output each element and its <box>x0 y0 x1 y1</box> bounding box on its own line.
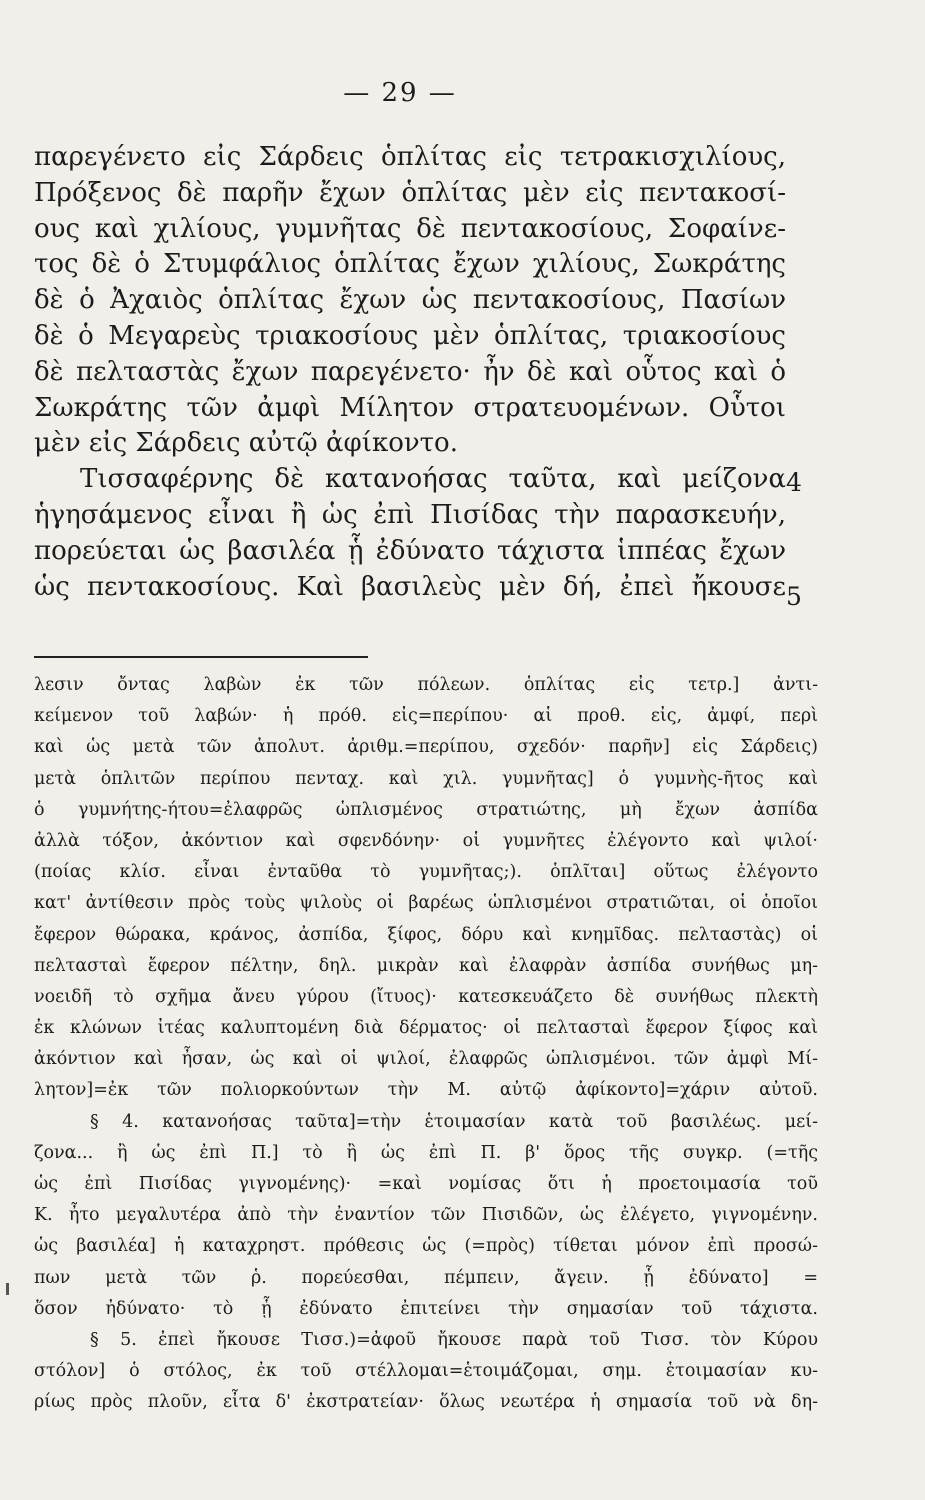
note-line: § 5. ἐπεὶ ἤκουσε Τισσ.)=ἀφοῦ ἤκουσε παρὰ τοῦ Τισσ. τὸν Κύρου <box>90 1329 818 1350</box>
footnote-divider <box>34 656 368 658</box>
note-line: (ποίας κλίσ. εἶναι ἐνταῦθα τὸ γυμνῆτας;). ὁπλῖται] οὕτως ἐλέγοντο <box>34 862 818 883</box>
main-text-line: μὲν εἰς Σάρδεις αὐτῷ ἀφίκοντο. <box>34 428 458 459</box>
note-line: ὡς ἐπὶ Πισίδας γιγνομένης)· =καὶ νομίσας ὅτι ἡ προετοιμασία τοῦ <box>34 1174 818 1194</box>
note-line: πων μετὰ τῶν ῥ. πορεύεσθαι, πέμπειν, ἄγειν. ᾗ ἐδύνατο] = <box>34 1267 818 1288</box>
note-line: νοειδῆ τὸ σχῆμα ἄνευ γύρου (ἴτυος)· κατεσκευάζετο δὲ συνήθως πλεκτὴ <box>34 986 818 1007</box>
note-line: ὡς βασιλέα] ἡ καταχρηστ. πρόθεσις ὡς (=πρὸς) τίθεται μόνον ἐπὶ προσώ- <box>34 1236 818 1257</box>
note-line: πελτασταὶ ἔφερον πέλτην, δηλ. μικρὰν καὶ ἐλαφρὰν ἀσπίδα συνήθως μη- <box>34 955 818 976</box>
note-line: μετὰ ὁπλιτῶν περίπου πενταχ. καὶ χιλ. γυμνῆτας] ὁ γυμνὴς-ῆτος καὶ <box>34 768 818 789</box>
note-line: ζονα... ἢ ὡς ἐπὶ Π.] τὸ ἢ ὡς ἐπὶ Π. β' ὅρος τῆς συγκρ. (=τῆς <box>34 1142 818 1163</box>
main-text-line: παρεγένετο εἰς Σάρδεις ὁπλίτας εἰς τετρακισχιλίους, <box>34 142 786 172</box>
main-text-line: ους καὶ χιλίους, γυμνῆτας δὲ πεντακοσίους, Σοφαίνε- <box>34 213 786 244</box>
note-line: ρίως πρὸς πλοῦν, εἶτα δ' ἐκστρατείαν· ὅλως νεωτέρα ἡ σημασία τοῦ νὰ δη- <box>34 1392 818 1413</box>
note-line: λητον]=ἐκ τῶν πολιορκούντων τὴν Μ. αὐτῷ ἀφίκοντο]=χάριν αὐτοῦ. <box>34 1080 818 1101</box>
main-text-line: ἡγησάμενος εἶναι ἢ ὡς ἐπὶ Πισίδας τὴν παρασκευήν, <box>34 499 786 530</box>
page-number: — 29 — <box>343 78 457 108</box>
margin-mark <box>6 1283 9 1295</box>
note-line: ὅσον ἠδύνατο· τὸ ᾗ ἐδύνατο ἐπιτείνει τὴν σημασίαν τοῦ τάχιστα. <box>34 1298 818 1319</box>
main-text-line: Πρόξενος δὲ παρῆν ἔχων ὁπλίτας μὲν εἰς πεντακοσί- <box>34 177 786 208</box>
main-text-line: δὲ ὁ Ἀχαιὸς ὁπλίτας ἔχων ὡς πεντακοσίους, Πασίων <box>34 285 786 316</box>
note-line: στόλον] ὁ στόλος, ἐκ τοῦ στέλλομαι=ἑτοιμάζομαι, σημ. ἑτοιμασίαν κυ- <box>34 1361 818 1382</box>
main-text-line: Τισσαφέρνης δὲ κατανοήσας ταῦτα, καὶ μείζονα <box>80 464 786 495</box>
note-line: Κ. ἦτο μεγαλυτέρα ἀπὸ τὴν ἐναντίον τῶν Πισιδῶν, ὡς ἐλέγετο, γιγνομένην. <box>34 1205 818 1226</box>
note-line: ἀλλὰ τόξον, ἀκόντιον καὶ σφενδόνην· οἱ γυμνῆτες ἐλέγοντο καὶ ψιλοί· <box>34 830 818 851</box>
note-line: § 4. κατανοήσας ταῦτα]=τὴν ἑτοιμασίαν κατὰ τοῦ βασιλέως. μεί- <box>90 1111 818 1132</box>
note-line: κατ' ἀντίθεσιν πρὸς τοὺς ψιλοὺς οἱ βαρέως ὡπλισμένοι στρατιῶται, οἱ ὁποῖοι <box>34 893 818 914</box>
note-line: κείμενον τοῦ λαβών· ἡ πρόθ. εἰς=περίπου· αἱ προθ. εἰς, ἀμφί, περὶ <box>34 706 818 727</box>
main-text-line: Σωκράτης τῶν ἀμφὶ Μίλητον στρατευομένων. Οὗτοι <box>34 392 786 423</box>
note-line: ἐκ κλώνων ἰτέας καλυπτομένη διὰ δέρματος· οἱ πελτασταὶ ἔφερον ξίφος καὶ <box>34 1018 818 1039</box>
section-number-margin: 5 <box>786 582 802 611</box>
main-text-line: πορεύεται ὡς βασιλέα ᾗ ἐδύνατο τάχιστα ἱππέας ἔχων <box>34 535 786 566</box>
section-number-margin: 4 <box>786 468 802 497</box>
note-line: λεσιν ὄντας λαβὼν ἐκ τῶν πόλεων. ὁπλίτας εἰς τετρ.] ἀντι- <box>34 675 818 695</box>
main-text-block <box>34 140 786 605</box>
commentary-notes <box>34 670 818 1419</box>
main-text-line: δὲ πελταστὰς ἔχων παρεγένετο· ἦν δὲ καὶ οὗτος καὶ ὁ <box>34 356 786 387</box>
note-line: ἀκόντιον καὶ ἦσαν, ὡς καὶ οἱ ψιλοί, ἐλαφρῶς ὡπλισμένοι. τῶν ἀμφὶ Μί- <box>34 1049 818 1070</box>
main-text-line: δὲ ὁ Μεγαρεὺς τριακοσίους μὲν ὁπλίτας, τριακοσίους <box>34 320 786 351</box>
main-text-line: ὡς πεντακοσίους. Καὶ βασιλεὺς μὲν δή, ἐπεὶ ἤκουσε <box>34 571 786 602</box>
note-line: καὶ ὡς μετὰ τῶν ἀπολυτ. ἀριθμ.=περίπου, σχεδόν· παρῆν] εἰς Σάρδεις) <box>34 737 818 758</box>
note-line: ἔφερον θώρακα, κράνος, ἀσπίδα, ξίφος, δόρυ καὶ κνημῖδας. πελταστὰς) οἱ <box>34 924 818 945</box>
note-line: ὁ γυμνήτης-ήτου=ἐλαφρῶς ὡπλισμένος στρατιώτης, μὴ ἔχων ἀσπίδα <box>34 799 818 820</box>
main-text-line: τος δὲ ὁ Στυμφάλιος ὁπλίτας ἔχων χιλίους, Σωκράτης <box>34 249 786 280</box>
